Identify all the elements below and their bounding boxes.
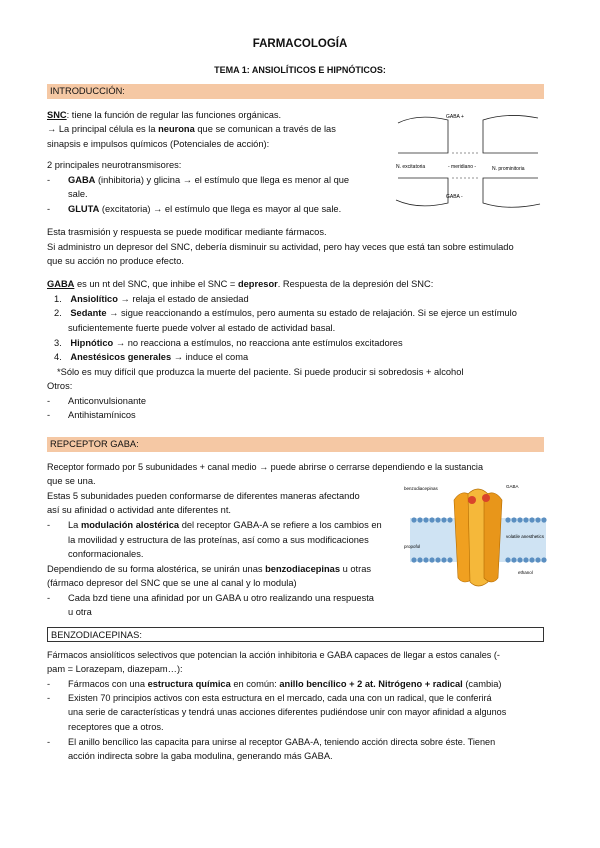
benzo-p1-line1: Fármacos ansiolíticos selectivos que potencian la acción inhibitoria e GABA capaces de llegar a estos canales (- bbox=[47, 650, 500, 660]
section-heading-benzo-text: BENZODIACEPINAS: bbox=[51, 630, 142, 640]
benzo-item-2-line3: receptores que a otros. bbox=[68, 722, 164, 732]
diagram-left-label: N. excitatoria bbox=[396, 164, 426, 170]
diagram-center-label: - meridiano - bbox=[448, 164, 477, 170]
mod-pre: La bbox=[68, 520, 81, 530]
gaba-text: (inhibitoria) y glicina → el estímulo que llega es menor al que bbox=[95, 175, 350, 185]
benzo-i1-mid: en común: bbox=[230, 679, 280, 689]
benzo-i1-b2: anillo bencílico + 2 at. Nitrógeno + radical bbox=[279, 679, 463, 689]
response-bold: Hipnótico bbox=[70, 338, 114, 348]
section-heading-intro bbox=[47, 84, 544, 99]
figure-label-steroids: volatile anesthetics bbox=[506, 534, 545, 539]
response-text: → relaja el estado de ansiedad bbox=[117, 294, 249, 304]
diagram-right-label: N. prominitoria bbox=[492, 166, 525, 172]
snc-text: : tiene la función de regular las funciones orgánicas. bbox=[66, 110, 282, 120]
mod-line2: la movilidad y estructura de las proteínas, así como a sus modificaciones bbox=[68, 535, 369, 545]
bzd-line1: Cada bzd tiene una afinidad por un GABA u otro realizando una respuesta bbox=[68, 593, 374, 603]
benzo-i1-pre: Fármacos con una bbox=[68, 679, 148, 689]
response-num: 2. bbox=[54, 308, 62, 318]
neuron-post: que se comunican a través de las bbox=[194, 124, 336, 134]
response-2 bbox=[54, 306, 517, 321]
other-item-2: Antihistamínicos bbox=[68, 410, 136, 420]
others-title: Otros: bbox=[47, 381, 73, 391]
neuron-paragraph bbox=[47, 122, 377, 137]
gaba-nt-post: . Respuesta de la depresión del SNC: bbox=[277, 279, 434, 289]
page-subtitle: TEMA 1: ANSIOLÍTICOS E HIPNÓTICOS: bbox=[214, 65, 386, 75]
depressor-line1: Si administro un depresor del SNC, debería disminuir su actividad, pero hay veces que está tan sobre estimulado bbox=[47, 242, 514, 252]
dash-benzo-3: - bbox=[47, 737, 51, 747]
benzo-item-1 bbox=[68, 677, 502, 692]
response-text: → sigue reaccionando a estímulos, pero aumenta su estado de relajación. Si se ejerce un estímulo bbox=[106, 308, 517, 318]
snc-line bbox=[47, 108, 281, 123]
dash-gluta: - bbox=[47, 204, 51, 214]
diagram-gaba-plus: GABA + bbox=[446, 114, 464, 120]
benzo-i1-b1: estructura química bbox=[147, 679, 231, 689]
neurotransmitter-diagram bbox=[388, 108, 548, 213]
neuron-bold: neurona bbox=[158, 124, 195, 134]
benzo-item-2-line1: Existen 70 principios activos con esta estructura en el mercado, cada una con un radical, que le conferirá bbox=[68, 693, 492, 703]
neuro-title: 2 principales neurotransmisores: bbox=[47, 160, 182, 170]
response-text: → no reacciona a estímulos, no reacciona ante estímulos excitadores bbox=[113, 338, 403, 348]
other-item-1: Anticonvulsionante bbox=[68, 396, 147, 406]
dash-other-2: - bbox=[47, 410, 51, 420]
response-3 bbox=[54, 336, 403, 351]
receptor-p1-line1 bbox=[47, 460, 544, 475]
response-bold: Ansiolítico bbox=[70, 294, 118, 304]
dep-pre: Dependiendo de su forma alostérica, se unirán unas bbox=[47, 564, 266, 574]
gaba-nt-text: es un nt del SNC, que inhibe el SNC = bbox=[74, 279, 238, 289]
receptor-p2-line2: así su afinidad o actividad ante diferentes nt. bbox=[47, 505, 231, 515]
mod-line3: conformacionales. bbox=[68, 549, 144, 559]
dash-other-1: - bbox=[47, 396, 51, 406]
figure-label-propofol: propofol bbox=[404, 544, 421, 549]
gaba-nt-bold: depresor bbox=[237, 279, 278, 289]
benzo-item-3-line1: El anillo bencílico las capacita para unirse al receptor GABA-A, teniendo acción directa sobre éste. Tienen bbox=[68, 737, 496, 747]
dep-line2: (fármaco depresor del SNC que se une al canal y lo modula) bbox=[47, 578, 297, 588]
transmission-line: Esta trasmisión y respuesta se puede modificar mediante fármacos. bbox=[47, 227, 327, 237]
bzd-line2: u otra bbox=[68, 607, 92, 617]
benzo-p1-line2: pam = Lorazepam, diazepam…): bbox=[47, 664, 183, 674]
dash-bzd: - bbox=[47, 593, 51, 603]
mod-post: del receptor GABA-A se refiere a los cambios en bbox=[179, 520, 382, 530]
dep-post: u otras bbox=[340, 564, 372, 574]
receptor-p1-line2: que se una. bbox=[47, 476, 96, 486]
dep-bold: benzodiacepinas bbox=[265, 564, 341, 574]
response-num: 1. bbox=[54, 294, 62, 304]
receptor-p2-line1: Estas 5 subunidades pueden conformarse de diferentes maneras afectando bbox=[47, 491, 360, 501]
gaba-nt-label: GABA bbox=[47, 279, 75, 289]
page-title: FARMACOLOGÍA bbox=[252, 38, 348, 50]
figure-label-bzd: benzodiacepinas bbox=[404, 486, 438, 491]
benzo-i1-post: (cambia) bbox=[462, 679, 502, 689]
gluta-text: (excitatoria) → el estímulo que llega es mayor al que sale. bbox=[99, 204, 342, 214]
neuron-pre: → La principal célula es la bbox=[47, 124, 159, 134]
snc-label: SNC bbox=[47, 110, 67, 120]
gaba-receptor-figure bbox=[402, 478, 548, 594]
response-bold: Sedante bbox=[70, 308, 107, 318]
gluta-bold: GLUTA bbox=[68, 204, 100, 214]
section-heading-receptor bbox=[47, 437, 544, 452]
response-4 bbox=[54, 350, 248, 365]
diagram-gaba-minus: GABA - bbox=[446, 194, 463, 200]
gaba-nt-line bbox=[47, 277, 433, 292]
depressor-line2: que su acción no produce efecto. bbox=[47, 256, 184, 266]
section-heading-intro-text: INTRODUCCIÓN: bbox=[50, 86, 125, 96]
gluta-item bbox=[68, 202, 341, 217]
response-2-line2: suficientemente fuerte puede volver al estado de actividad basal. bbox=[68, 323, 336, 333]
receptor-p1-text: Receptor formado por 5 subunidades + canal medio → puede abrirse o cerrarse dependiendo e la sustancia bbox=[47, 462, 484, 472]
mod-line1 bbox=[68, 518, 382, 533]
figure-label-gaba: GABA bbox=[506, 484, 519, 489]
response-1 bbox=[54, 292, 249, 307]
benzo-item-2-line2: una serie de características y tendrá unas acciones diferentes pudiéndose unir con mayor afinidad a algunos bbox=[68, 707, 507, 717]
note-line: *Sólo es muy difícil que produzca la muerte del paciente. Si puede producir si sobredosis + alcohol bbox=[57, 367, 464, 377]
gaba-item-line2: sale. bbox=[68, 189, 88, 199]
dash-benzo-1: - bbox=[47, 679, 51, 689]
dash-gaba: - bbox=[47, 175, 51, 185]
mod-bold: modulación alostérica bbox=[80, 520, 180, 530]
section-heading-benzo bbox=[47, 627, 544, 642]
response-bold: Anestésicos generales bbox=[70, 352, 172, 362]
gaba-bold: GABA bbox=[68, 175, 96, 185]
neuron-line2: sinapsis e impulsos químicos (Potenciales de acción): bbox=[47, 139, 270, 149]
benzo-item-3-line2: acción indirecta sobre la gaba modulina, generando más GABA. bbox=[68, 751, 333, 761]
response-text: → induce el coma bbox=[171, 352, 249, 362]
dash-mod: - bbox=[47, 520, 51, 530]
section-heading-receptor-text: REPCEPTOR GABA: bbox=[50, 439, 139, 449]
gaba-item bbox=[68, 173, 349, 188]
figure-label-ethanol: ethanol bbox=[518, 570, 533, 575]
dep-line1 bbox=[47, 562, 371, 577]
response-num: 4. bbox=[54, 352, 62, 362]
dash-benzo-2: - bbox=[47, 693, 51, 703]
response-num: 3. bbox=[54, 338, 62, 348]
